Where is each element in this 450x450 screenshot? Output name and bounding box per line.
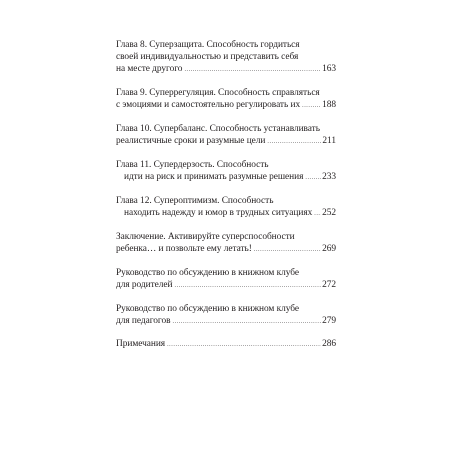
toc-entry-title-line: для педагогов xyxy=(116,315,171,326)
toc-entry-chapter-10 xyxy=(116,123,336,148)
toc-entry-guide-parents xyxy=(116,267,336,292)
dot-leader xyxy=(167,339,321,351)
dot-leader xyxy=(184,64,321,76)
dot-leader xyxy=(174,280,321,292)
page-number: 269 xyxy=(322,243,336,254)
toc-entry-guide-teachers xyxy=(116,303,336,328)
dot-leader xyxy=(305,172,321,184)
toc-entry-title-line: ребенка… и позвольте ему летать! xyxy=(116,243,252,254)
toc-entry-title-line: Глава 12. Супероптимизм. Способность xyxy=(116,195,274,206)
toc-entry-last-line xyxy=(116,207,336,220)
toc-entry-chapter-8 xyxy=(116,39,336,77)
toc-entry-title-line: Руководство по обсуждению в книжном клубе xyxy=(116,267,299,278)
toc-entry-title-line: с эмоциями и самостоятельно регулировать их xyxy=(116,100,301,111)
toc-entry-last-line xyxy=(116,243,336,256)
toc-entry-title-line: на месте другого xyxy=(116,64,183,75)
toc-entry-last-line xyxy=(116,135,336,148)
toc-entry-chapter-12 xyxy=(116,195,336,220)
toc-entry-title-line: Глава 9. Суперрегуляция. Способность справляться xyxy=(116,88,320,99)
table-of-contents xyxy=(116,39,336,362)
toc-entry-title-line: Глава 8. Суперзащита. Способность гордиться xyxy=(116,40,300,50)
toc-entry-title-line: Примечания xyxy=(116,339,166,350)
toc-entry-title-line: Заключение. Активируйте суперспособности xyxy=(116,231,295,242)
page-number: 286 xyxy=(322,339,336,350)
toc-entry-title-line: идти на риск и принимать разумные решения xyxy=(124,172,304,183)
toc-entry-chapter-9 xyxy=(116,87,336,112)
toc-entry-conclusion xyxy=(116,231,336,256)
toc-entry-title-line: для родителей xyxy=(116,279,173,290)
page-number: 163 xyxy=(322,64,336,75)
page-number: 211 xyxy=(322,136,336,147)
page-number: 272 xyxy=(322,279,336,290)
toc-entry-last-line xyxy=(116,315,336,328)
dot-leader xyxy=(302,100,321,112)
toc-entry-title-line: находить надежду и юмор в трудных ситуациях xyxy=(124,208,313,219)
dot-leader xyxy=(254,244,321,256)
dot-leader xyxy=(267,136,321,148)
page-number: 252 xyxy=(322,208,336,219)
page-number: 188 xyxy=(322,100,336,111)
page-number: 279 xyxy=(322,315,336,326)
page-number: 233 xyxy=(322,172,336,183)
toc-entry-chapter-11 xyxy=(116,159,336,184)
toc-entry-last-line xyxy=(116,99,336,112)
toc-entry-last-line xyxy=(116,338,336,351)
toc-entry-title-line: своей индивидуальностью и представить себя xyxy=(116,52,299,63)
toc-entry-last-line xyxy=(116,279,336,292)
toc-entry-title-line: реалистичные сроки и разумные цели xyxy=(116,136,266,147)
toc-entry-title-line: Руководство по обсуждению в книжном клубе xyxy=(116,303,299,314)
toc-entry-title-line: Глава 11. Супердерзость. Способность xyxy=(116,159,269,170)
toc-entry-title-line: Глава 10. Супербаланс. Способность устанавливать xyxy=(116,124,320,135)
dot-leader xyxy=(172,316,321,328)
toc-entry-notes xyxy=(116,338,336,351)
toc-entry-last-line xyxy=(116,63,336,76)
toc-entry-last-line xyxy=(116,171,336,184)
dot-leader xyxy=(314,208,321,220)
